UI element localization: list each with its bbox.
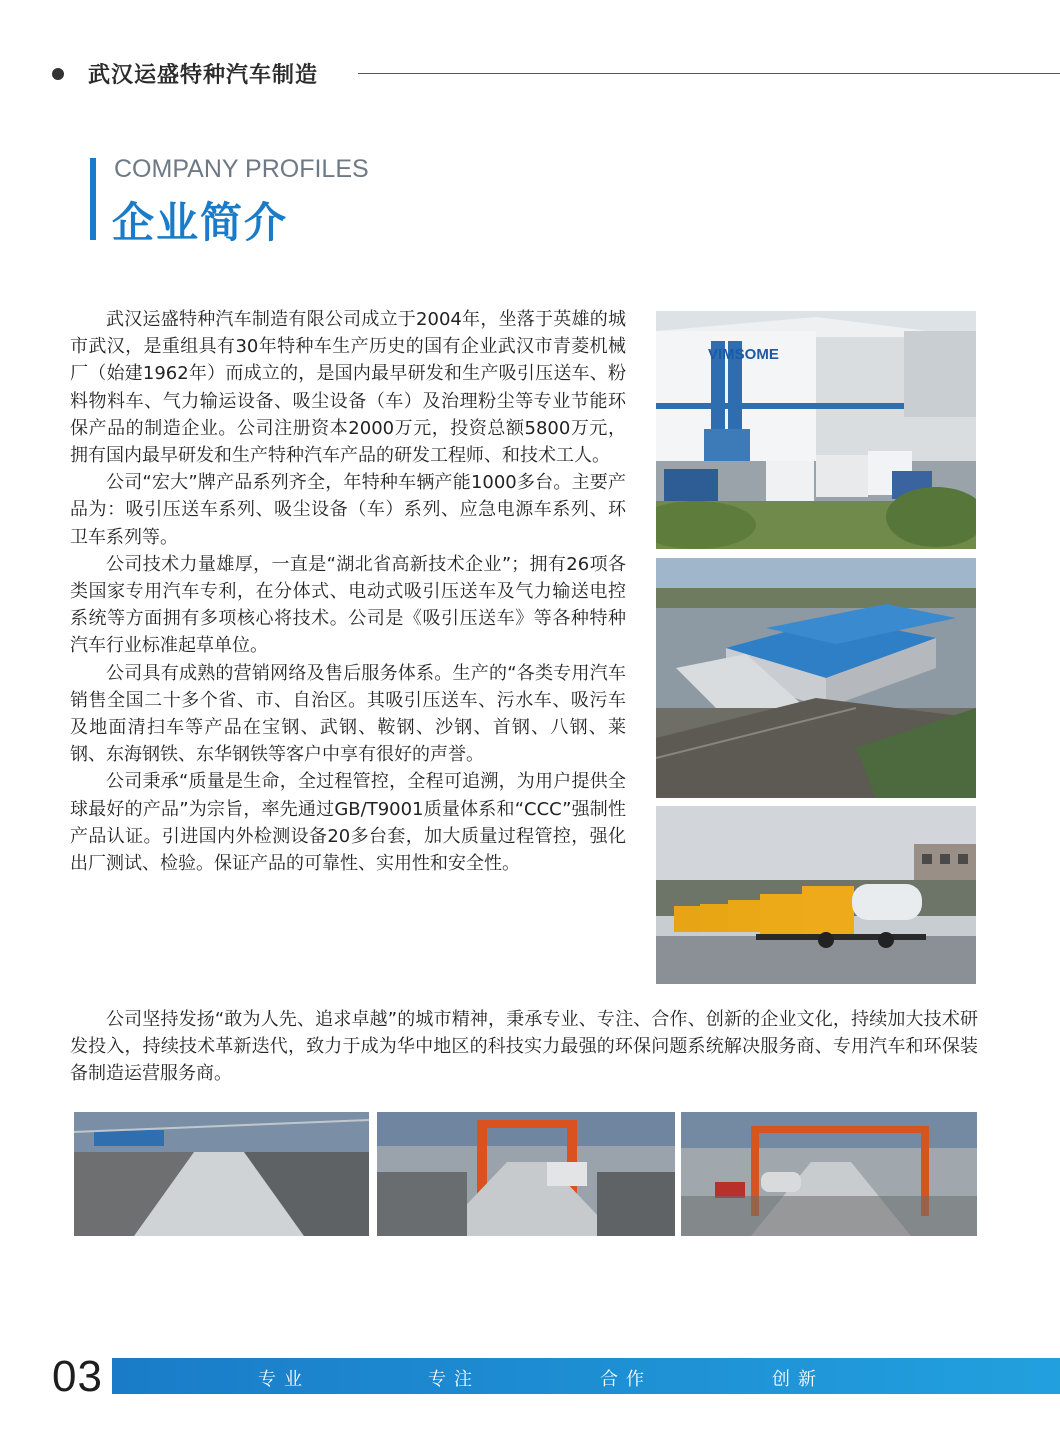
paragraph: 公司秉承“质量是生命，全过程管控，全程可追溯，为用户提供全球最好的产品”为宗旨，率先通过GB/T9001质量体系和“CCC”强制性产品认证。引进国内外检测设备20多台套，加大质量过程管控，强化出厂测试、检验。保证产品的可靠性、实用性和安全性。 [70,771,626,875]
section-title-en: COMPANY PROFILES [114,155,369,183]
intro-text-column [70,306,626,877]
workshop-photo-3 [681,1112,977,1236]
slogan-item: 专业 [258,1369,310,1390]
closing-text [70,1006,978,1088]
workshop-photo-2 [377,1112,675,1236]
factory-sign-text: VIMSOME [708,346,779,363]
bullet-dot-icon [52,68,64,80]
company-name: 武汉运盛特种汽车制造 [88,63,319,88]
paragraph: 公司技术力量雄厚，一直是“湖北省高新技术企业”；拥有26项各类国家专用汽车专利，在分体式、电动式吸引压送车及气力输送电控系统等方面拥有多项核心将技术。公司是《吸引压送车》等各种特种汽车行业标准起草单位。 [70,553,626,657]
paragraph: 公司“宏大”牌产品系列齐全，年特种车辆产能1000多台。主要产品为：吸引压送车系列、吸尘设备（车）系列、应急电源车系列、环卫车系列等。 [70,472,626,548]
aerial-plant-photo [656,558,976,798]
workshop-photo-1 [74,1112,369,1236]
page-header [0,55,1060,91]
slogan-item: 合作 [600,1369,652,1390]
footer-slogan-band [112,1358,1060,1394]
paragraph: 武汉运盛特种汽车制造有限公司成立于2004年，坐落于英雄的城市武汉，是重组具有30年特种车生产历史的国有企业武汉市青菱机械厂（始建1962年）而成立的，是国内最早研发和生产吸引压送车、粉料物料车、气力输运设备、吸尘设备（车）及治理粉尘等专业节能环保产品的制造企业。公司注册资本2000万元，投资总额5800万元，拥有国内最早研发和生产特种汽车产品的研发工程师、和技术工人。 [70,309,626,467]
paragraph: 公司坚持发扬“敢为人先、追求卓越”的城市精神，秉承专业、专注、合作、创新的企业文化，持续加大技术研发投入，持续技术革新迭代，致力于成为华中地区的科技实力最强的环保问题系统解决服务商、专用汽车和环保装备制造运营服务商。 [70,1009,978,1085]
paragraph: 公司具有成熟的营销网络及售后服务体系。生产的“各类专用汽车销售全国二十多个省、市、自治区。其吸引压送车、污水车、吸污车及地面清扫车等产品在宝钢、武钢、鞍钢、沙钢、首钢、八钢、莱钢、东海钢铁、东华钢铁等客户中享有很好的声誉。 [70,662,626,766]
factory-building-photo [656,311,976,549]
header-rule [358,73,1060,74]
section-accent-bar [90,158,96,240]
slogan-item: 创新 [772,1369,824,1390]
truck-lineup-photo [656,806,976,984]
page-number: 03 [52,1352,103,1401]
section-title-cn: 企业简介 [112,198,289,247]
slogan-item: 专注 [428,1369,480,1390]
